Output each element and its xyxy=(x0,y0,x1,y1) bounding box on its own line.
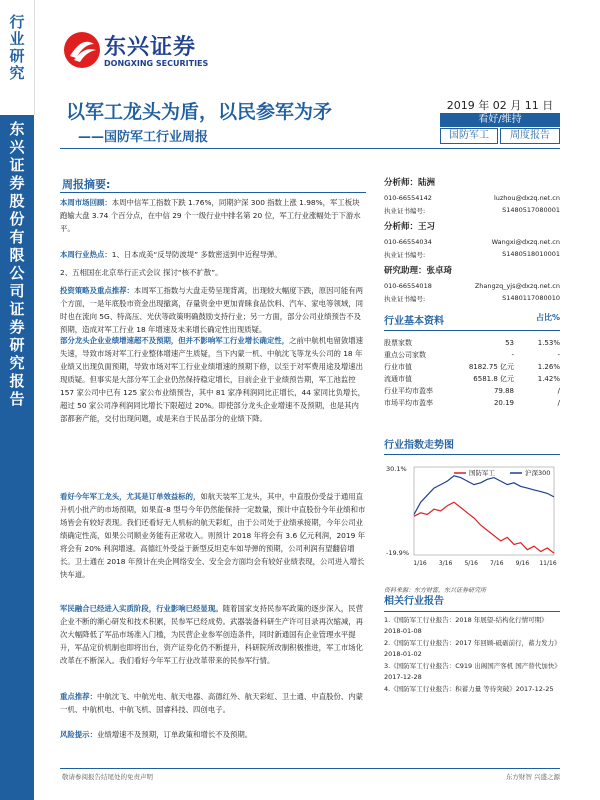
basic-info-heading: 行业基本资料 xyxy=(384,316,444,327)
basic-info-row xyxy=(384,337,560,349)
basic-info-col2: 占比% xyxy=(535,313,560,322)
para-text: 如航天装军工龙头，其中，中直股份受益于通用直升机小批产的市场预期，如果直-8 型号今年仍然能保持一定数量，预计中直股份今年业绩和市场皆会有较好表现。我们还看好无人机标的航天彩虹，由于公司处于业绩承接期，今年公司业绩确定性高，如果公司顺业务能有正常收入。则预计 2018 年将会有 3.6 亿元利润，2019 年将会有 20% 利润增速。高德红外受益于新型反坦克车如导弹的预期，公司利润有望翻倍增长。卫士通在 2018 年预计在央企网络安全、安全会方面均会有较好业绩表现，公司进入增长快车道。 xyxy=(60,492,366,579)
legend-label: 国防军工 xyxy=(469,469,495,477)
para-text: 本周军工指数与大盘走势呈现背离，出现较大幅度下跌，原因可能有两个方面，一是年底股市资金出现撤离，存量资金中更加青睐食品饮料、汽车、家电等领域，同时也在流向 5G、特高压、光伏等政策明确鼓励支持行业；另一方面，部分公司业绩预告不及预期，造成对军工行业 18 年增速及未来增长确定性出现质疑。 xyxy=(60,286,364,334)
para-lead: 风险提示： xyxy=(60,730,97,739)
x-tick-label: 3/16 xyxy=(438,560,453,567)
basic-info-row xyxy=(384,361,560,373)
basic-info-pct: - xyxy=(557,351,560,359)
basic-info-row xyxy=(384,349,560,361)
chart-title: 行业指数走势图 xyxy=(384,436,560,455)
para-text: 业绩增速不及预期，订单政策和增长不及预期。 xyxy=(96,730,253,739)
analyst-2 xyxy=(384,220,560,264)
basic-info-value: 8182.75 亿元 xyxy=(468,363,514,371)
chart-source: 资料来源：东方财富，东兴证券研究所 xyxy=(384,587,487,594)
basic-info-label: 行业市值 xyxy=(384,363,412,371)
basic-info-label: 市场平均市盈率 xyxy=(384,399,433,407)
basic-info-value: - xyxy=(511,351,514,359)
report-subtitle: ——国防军工行业周报 xyxy=(78,130,209,145)
sidebar-top-label: 行业研究 xyxy=(7,14,26,82)
basic-info-row xyxy=(384,397,560,409)
analyst-3 xyxy=(384,264,560,308)
related-heading: 相关行业报告 xyxy=(384,596,560,612)
cert-label: 执业证书编号: xyxy=(384,295,426,303)
basic-info-label: 流通市值 xyxy=(384,375,412,383)
para-text: 随着国家支持民参军政策的逐步深入，民营企业不断的渐心研发和技术积累，民参军已经成势。武器装备科研生产许可目录再次缩减，再次大幅降低了军品市场准入门槛，为民营企业参军创造条件，同时新通国有企业管理水平提升，军品定价机制也即将出台，资产证券化仍不断提升，科研院所改制积极推进，军工市场化改革在不断深入。我们看好今年军工行业改革带来的民参军行情。 xyxy=(60,604,364,665)
para-lead: 军民融合已经进入实质阶段，行业影响已经显现。 xyxy=(60,604,223,613)
basic-info-pct: / xyxy=(557,387,560,395)
basic-info-value: 6581.8 亿元 xyxy=(473,375,514,383)
footer-divider xyxy=(60,768,560,769)
analyst-phone: 010-66554034 xyxy=(384,238,432,246)
related-item[interactable]: 1.《国防军工行业报告：2018 年展望-结构化行情可期》2018-01-08 xyxy=(384,615,548,635)
y-tick-label: 30.1% xyxy=(386,465,407,473)
para-text: 1、日本成美“反导防波堤” 多数密送到中近程导弹。 xyxy=(111,250,282,259)
summary-paragraph-2 xyxy=(60,248,366,261)
basic-info-value: 79.88 xyxy=(493,387,514,395)
series-line-1 xyxy=(414,476,554,515)
analyst-cert: S1480517080001 xyxy=(502,206,560,214)
report-date: 2019 年 02 月 11 日 xyxy=(446,99,554,112)
para-lead: 本周市场回顾： xyxy=(60,198,112,207)
analyst-cert: S1480518010001 xyxy=(502,250,560,258)
analyst-role: 研究助理： xyxy=(384,266,427,276)
basic-info-pct: 1.26% xyxy=(537,363,560,371)
tag-industry: 国防军工 xyxy=(440,128,498,144)
summary-paragraph-3 xyxy=(60,266,366,279)
para-text: 之前中航机电留敛增速失速，导致市场对军工行业整体增速产生质疑，当下内蒙一机、中航沈飞等龙头公司的 18 年业绩又出现负面预期，导致市场对军工行业业绩增速的预期下修，以至于对军费用途及增速出现质疑。但事实是大部分军工企业仍然保持稳定增长，目前企业于业绩预告期，军工池监控 157 家公司中已有 125 家公布业绩预告，其中 81 家净利润同比正增长，44 家同比负增长，超过 50 家公司净利润同比增长下限超过 20%。即使部分龙头企业增速不及预期，也是其内部都套产能，交付出现问题，或是来自于民品部分的业绩下降。 xyxy=(60,336,366,423)
related-item[interactable]: 2.《国防军工行业报告：2017 年回顾-砥砺前行，蓄力发力》2018-01-02 xyxy=(384,638,558,658)
chart-frame xyxy=(414,467,554,555)
series-line-0 xyxy=(414,502,554,553)
cert-label: 执业证书编号: xyxy=(384,251,426,259)
header-divider xyxy=(60,148,560,149)
sidebar-top xyxy=(0,0,35,115)
footer-disclaimer: 敬请参阅报告结尾处的免责声明 xyxy=(62,773,153,781)
basic-info-table xyxy=(384,337,560,409)
summary-paragraph-1 xyxy=(60,196,366,236)
para-lead: 部分龙头企业业绩增速超不及预期，但并不影响军工行业增长确定性， xyxy=(60,336,290,345)
summary-paragraph-5 xyxy=(60,334,366,425)
logo-en: DONGXING SECURITIES xyxy=(104,59,209,68)
analyst-name: 张卓琦 xyxy=(426,266,453,276)
summary-paragraph-7 xyxy=(60,602,366,667)
y-tick-label: -19.9% xyxy=(386,549,409,557)
sidebar-org xyxy=(0,115,34,495)
logo-cn: 东兴证券 xyxy=(104,35,197,60)
summary-paragraph-9 xyxy=(60,728,366,741)
related-item[interactable]: 3.《国防军工行业报告：C919 出阁国产客机 国产替代加快》2017-12-28 xyxy=(384,661,558,681)
analyst-cert: S1480117080010 xyxy=(502,294,560,302)
tag-type: 周度报告 xyxy=(500,128,560,144)
footer-slogan: 东方财智 兴盛之源 xyxy=(505,773,560,781)
analyst-phone: 010-66554018 xyxy=(384,282,432,290)
basic-info-value: 53 xyxy=(505,339,514,347)
para-text: 中航沈飞、中航光电、航天电器、高德红外、航天彩虹、卫士通、中直股份、内蒙一机、中航机电、中航飞机、国睿科技、四创电子。 xyxy=(60,692,364,714)
summary-heading: 周报摘要: xyxy=(62,178,111,191)
rating-badge: 看好/维持 xyxy=(440,113,560,127)
basic-info-value: 20.19 xyxy=(493,399,514,407)
x-tick-label: 7/16 xyxy=(490,560,504,567)
sidebar-org-label: 东兴证券股份有限公司证券研究报告 xyxy=(7,121,26,409)
analyst-role: 分析师： xyxy=(384,222,419,232)
summary-paragraph-8 xyxy=(60,690,366,716)
analyst-block xyxy=(384,176,560,308)
basic-info-label: 行业平均市盈率 xyxy=(384,387,433,395)
summary-paragraph-6 xyxy=(60,490,366,581)
basic-info-label: 股票家数 xyxy=(384,339,412,347)
x-tick-label: 11/16 xyxy=(539,560,557,567)
x-tick-label: 1/16 xyxy=(413,560,427,567)
dongxing-logo-icon xyxy=(62,30,102,70)
para-lead: 看好今年军工龙头，尤其是订单效益标的， xyxy=(60,492,201,501)
analyst-email[interactable]: luzhou@dxzq.net.cn xyxy=(493,194,560,202)
basic-info-label: 重点公司家数 xyxy=(384,351,426,359)
basic-info-pct: 1.42% xyxy=(537,375,560,383)
summary-divider xyxy=(60,192,366,193)
analyst-role: 分析师： xyxy=(384,178,419,188)
para-lead: 本周行业热点： xyxy=(60,250,112,259)
index-chart-block xyxy=(384,436,560,594)
summary-paragraph-4 xyxy=(60,284,366,336)
para-lead: 重点推荐： xyxy=(60,692,97,701)
basic-info-pct: / xyxy=(557,399,560,407)
analyst-phone: 010-66554142 xyxy=(384,194,432,202)
index-chart xyxy=(384,459,560,579)
related-item[interactable]: 4.《国防军工行业报告：积蓄力量 等待突破》2017-12-25 xyxy=(384,684,554,693)
para-lead: 投资策略及重点推荐： xyxy=(60,286,134,295)
para-text: 2、五相国在北京举行正式会议 探讨“核不扩散”。 xyxy=(60,268,223,277)
basic-info xyxy=(384,312,560,409)
para-text: 本周中信军工指数下跌 1.76%，同期沪深 300 指数上涨 1.98%，军工板块跑输大盘 3.74 个百分点，在中信 29 个一级行业中排名第 20 位，军工行业涨幅处于下游水平。 xyxy=(60,198,361,233)
basic-info-row xyxy=(384,385,560,397)
x-tick-label: 5/16 xyxy=(464,560,478,567)
related-reports xyxy=(384,596,560,695)
analyst-name: 陆洲 xyxy=(418,178,436,188)
analyst-email[interactable]: Wangxi@dxzq.net.cn xyxy=(491,238,560,246)
basic-info-pct: 1.53% xyxy=(537,339,560,347)
report-title: 以军工龙头为盾，以民参军为矛 xyxy=(66,101,333,123)
analyst-name: 王习 xyxy=(418,222,436,232)
cert-label: 执业证书编号: xyxy=(384,207,426,215)
basic-info-row xyxy=(384,373,560,385)
analyst-email[interactable]: Zhangzq_yjs@dxzq.net.cn xyxy=(474,282,560,290)
legend-label: 沪深300 xyxy=(525,469,551,477)
analyst-1 xyxy=(384,176,560,220)
x-tick-label: 9/16 xyxy=(515,560,530,567)
